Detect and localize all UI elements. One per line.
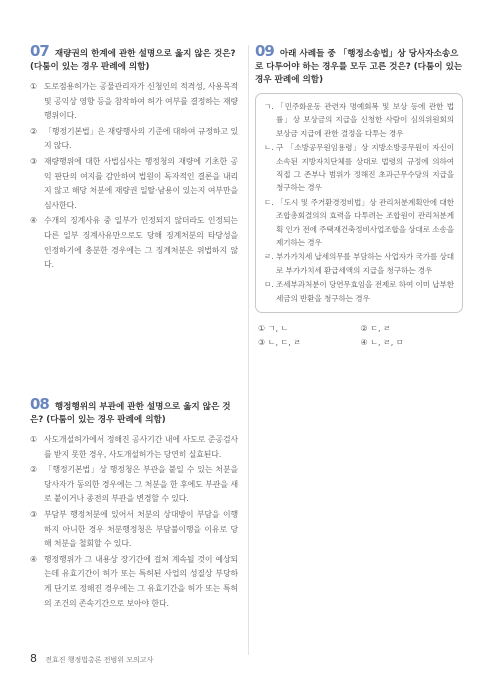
q08-option-3[interactable]: [30, 508, 238, 552]
question-09-choices: [255, 323, 463, 348]
option-number: ②: [30, 126, 37, 136]
option-number: ③: [30, 509, 37, 519]
question-08-number: 08: [30, 395, 49, 413]
option-number: ④: [30, 216, 37, 226]
item-text: 구 「소방공무원임용령」상 지방소방공무원이 자신이 소속된 지방자치단체를 상대로 법령의 규정에 의하여 직접 그 존부나 범위가 정해진 초과근무수당의 지급을 청구하는 경우: [276, 143, 454, 193]
option-text: 수개의 징계사유 중 일부가 인정되지 않더라도 인정되는 다른 일부 징계사유만으로도 당해 징계처분의 타당성을 인정하기에 충분한 경우에는 그 징계처분은 위법하지 않다.: [44, 216, 238, 270]
q07-option-3[interactable]: [30, 155, 238, 213]
question-07: [30, 42, 238, 274]
question-09-prompt: 아래 사례들 중 「행정소송법」상 당사자소송으로 다투어야 하는 경우를 모두 고른 것은? (다툼이 있는 경우 판례에 의함): [255, 49, 463, 85]
q08-option-1[interactable]: [30, 433, 238, 462]
item-label: ㄱ.: [264, 102, 274, 111]
question-09-number: 09: [255, 42, 274, 60]
q07-option-2[interactable]: [30, 125, 238, 154]
q09-choice-3[interactable]: ③ ㄴ, ㄷ, ㄹ: [258, 338, 302, 348]
option-number: ②: [30, 465, 37, 475]
option-number: ①: [30, 82, 37, 91]
case-item-b: [264, 141, 454, 195]
question-08-prompt: 행정행위의 부관에 관한 설명으로 옳지 않은 것은? (다툼이 있는 경우 판례에 의함): [30, 402, 231, 425]
option-text: 「행정기본법」상 행정청은 부관을 붙일 수 있는 처분을 당사자가 동의한 경우에는 그 처분을 한 후에도 부관을 새로 붙이거나 종전의 부관을 변경할 수 있다.: [44, 465, 238, 504]
q07-option-1[interactable]: [30, 80, 238, 124]
column-divider: [248, 45, 249, 655]
q09-choice-1[interactable]: ① ㄱ, ㄴ: [258, 324, 289, 334]
question-07-header: [30, 42, 238, 74]
option-text: 사도개설허가에서 정해진 공사기간 내에 사도로 준공검사를 받지 못한 경우, 사도개설허가는 당연히 실효된다.: [44, 435, 238, 459]
item-text: 조세부과처분이 당연무효임을 전제로 하여 이미 납부한 세금의 반환을 청구하는 경우: [276, 280, 454, 303]
question-07-prompt: 재량권의 한계에 관한 설명으로 옳지 않은 것은? (다툼이 있는 경우 판례에 의함): [30, 49, 236, 72]
footer-title: 전효진 행정법총론 전범위 모의고사: [45, 656, 154, 664]
q09-choice-4[interactable]: ④ ㄴ, ㄹ, ㅁ: [360, 338, 404, 348]
q08-option-2[interactable]: [30, 463, 238, 507]
option-text: 「행정기본법」은 재량행사의 기준에 대하여 규정하고 있지 않다.: [44, 126, 238, 151]
question-08-options: [30, 433, 238, 611]
case-item-a: [264, 100, 454, 140]
item-label: ㄴ.: [264, 143, 274, 153]
option-text: 행정행위가 그 내용상 장기간에 걸쳐 계속될 것이 예상되는데 유효기간이 허가 또는 특허된 사업의 성질상 부당하게 단기로 정해진 경우에는 그 유효기간을 허가 또는 특허의 조건의 존속기간으로 보아야 한다.: [44, 554, 238, 608]
option-text: 재량행위에 대한 사법심사는 행정청의 재량에 기초한 공익 판단의 여지를 감안하여 법원이 독자적인 결론을 내리지 않고 해당 처분에 재량권 일탈·남용이 있는지 여부만을 심사한다.: [44, 156, 238, 210]
q08-option-4[interactable]: [30, 553, 238, 611]
question-09-case-box: [255, 93, 463, 313]
question-07-number: 07: [30, 42, 49, 60]
option-number: ①: [30, 435, 37, 444]
item-text: 「민주화운동 관련자 명예회복 및 보상 등에 관한 법률」상 보상금의 지급을 신청한 사람이 심의위원회의 보상금 지급에 관한 결정을 다투는 경우: [276, 102, 454, 138]
page-footer: [30, 652, 153, 665]
question-07-options: [30, 80, 238, 273]
case-item-e: [264, 278, 454, 305]
question-08: [30, 395, 238, 612]
q07-option-4[interactable]: [30, 214, 238, 272]
item-label: ㄹ.: [264, 252, 274, 262]
question-09-header: [255, 42, 463, 87]
option-text: 도로점용허가는 공물관리자가 신청인의 적격성, 사용목적 및 공익상 영향 등을 참작하여 허가 여부를 결정하는 재량행위이다.: [44, 82, 238, 121]
page-number: 8: [30, 652, 37, 665]
option-text: 부담부 행정처분에 있어서 처분의 상대방이 부담을 이행하지 아니한 경우 처분행정청은 부담불이행을 이유로 당해 처분을 철회할 수 있다.: [44, 509, 238, 549]
case-item-d: [264, 250, 454, 277]
item-text: 「도시 및 주거환경정비법」상 관리처분계획안에 대한 조합총회결의의 효력을 다투려는 조합원이 관리처분계획 인가 전에 주택재건축정비사업조합을 상대로 소송을 제기하는 경우: [276, 197, 454, 248]
item-label: ㄷ.: [264, 197, 274, 207]
case-item-c: [264, 196, 454, 250]
item-text: 부가가치세 납세의무를 부담하는 사업자가 국가를 상대로 부가가치세 환급세액의 지급을 청구하는 경우: [276, 252, 454, 275]
question-08-header: [30, 395, 238, 427]
item-label: ㅁ.: [264, 280, 274, 290]
option-number: ④: [30, 554, 37, 564]
q09-choice-2[interactable]: ② ㄷ, ㄹ: [360, 324, 391, 334]
question-09: [255, 42, 463, 348]
option-number: ③: [30, 156, 37, 166]
